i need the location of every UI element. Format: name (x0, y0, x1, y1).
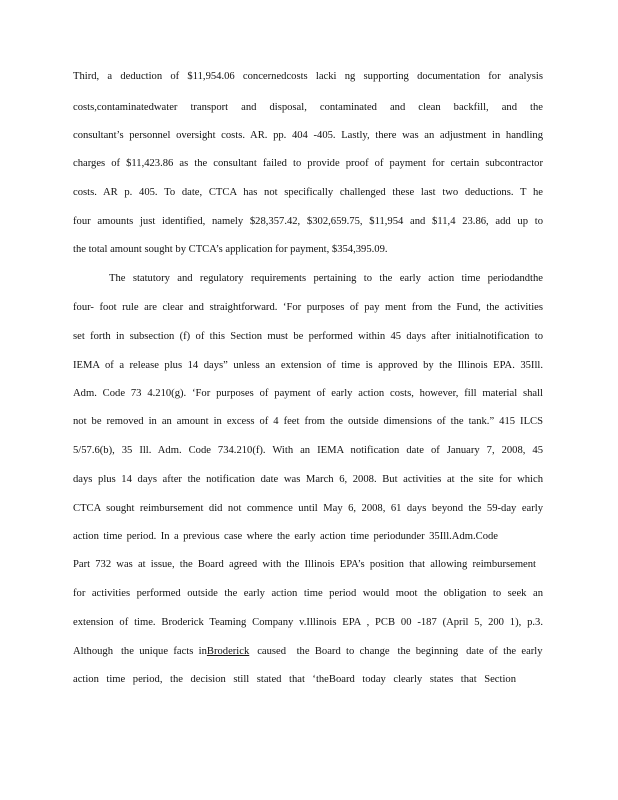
text-line: action time period, the decision still stated that ‘theBoard today clearly states that Section (73, 674, 516, 685)
text-line: 5/57.6(b), 35 Ill. Adm. Code 734.210(f). With an IEMA notification date of January 7, 2008, 45 (73, 445, 543, 456)
text-line-broderick (73, 645, 543, 659)
text-segment: Although the unique facts in (73, 646, 207, 657)
text-line: charges of $11,423.86 as the consultant failed to provide proof of payment for certain subcontractor (73, 158, 543, 169)
text-line: Third, a deduction of $11,954.06 concernedcosts lacki ng supporting documentation for analysis (73, 71, 543, 82)
text-line: four amounts just identified, namely $28,357.42, $302,659.75, $11,954 and $11,4 23.86, add up to (73, 216, 543, 227)
text-line: action time period. In a previous case where the early action time periodunder 35Ill.Adm.Code (73, 531, 498, 542)
text-line: four- foot rule are clear and straightforward. ‘For purposes of pay ment from the Fund, the activities (73, 302, 543, 313)
text-line: consultant’s personnel oversight costs. AR. pp. 404 -405. Lastly, there was an adjustment in handling (73, 130, 543, 141)
text-line: set forth in subsection (f) of this Section must be performed within 45 days after initialnotification to (73, 331, 543, 342)
text-line: Part 732 was at issue, the Board agreed with the Illinois EPA’s position that allowing reimbursement (73, 559, 536, 570)
text-line: for activities performed outside the early action time period would moot the obligation to seek an (73, 588, 543, 599)
text-line: days plus 14 days after the notification date was March 6, 2008. But activities at the site for which (73, 474, 543, 485)
text-segment: caused the Board to change the beginning date of the early (249, 646, 543, 657)
text-line: The statutory and regulatory requirements pertaining to the early action time periodandthe (109, 273, 543, 284)
case-name-underlined: Broderick (206, 646, 250, 657)
text-line: costs. AR p. 405. To date, CTCA has not specifically challenged these last two deductions. T he (73, 187, 543, 198)
text-line: the total amount sought by CTCA’s application for payment, $354,395.09. (73, 244, 388, 255)
text-line: costs,contaminatedwater transport and disposal, contaminated and clean backfill, and the (73, 102, 543, 113)
text-line: extension of time. Broderick Teaming Company v.Illinois EPA , PCB 00 -187 (April 5, 200 1), p.3. (73, 617, 543, 628)
text-line: IEMA of a release plus 14 days” unless an extension of time is approved by the Illinois EPA. 35Ill. (73, 360, 543, 371)
text-line: Adm. Code 73 4.210(g). ‘For purposes of payment of early action costs, however, fill material shall (73, 388, 543, 399)
text-line: CTCA sought reimbursement did not commence until May 6, 2008, 61 days beyond the 59-day early (73, 503, 543, 514)
text-line: not be removed in an amount in excess of 4 feet from the outside dimensions of the tank.” 415 ILCS (73, 416, 543, 427)
